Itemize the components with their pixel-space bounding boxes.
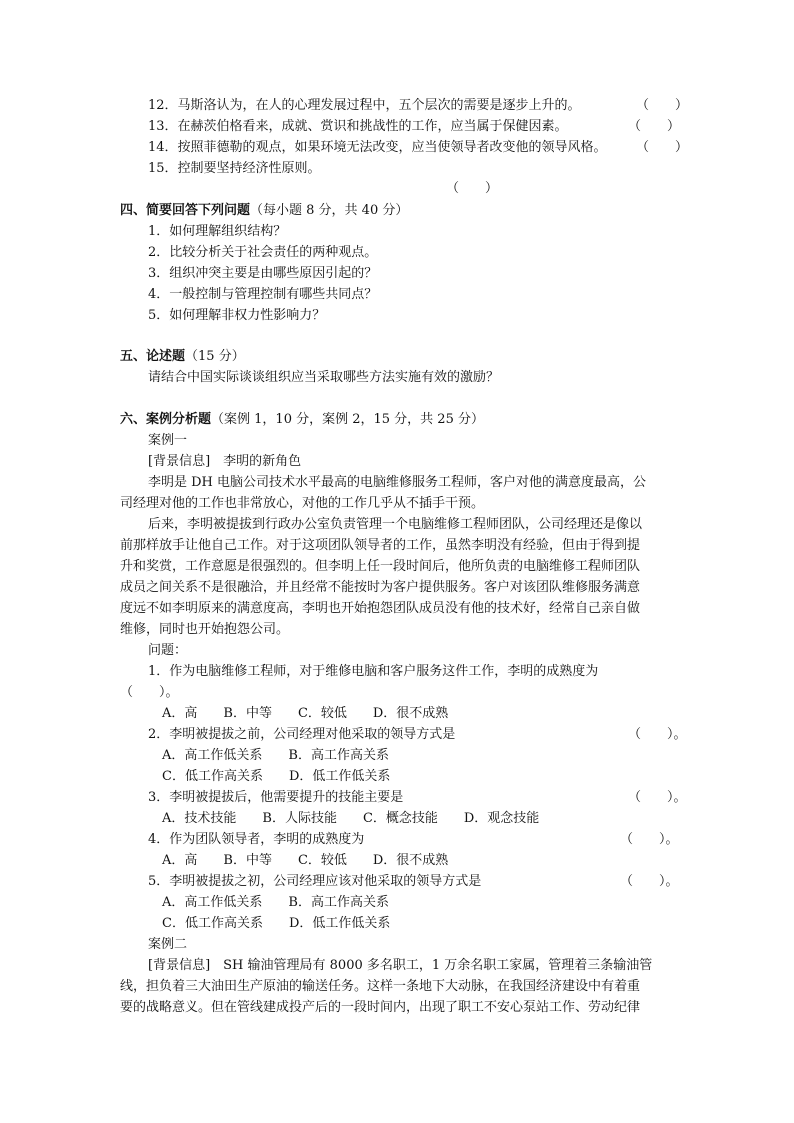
case2-para-line: [背景信息] SH 输油管理局有 8000 多名职工，1 万余名职工家属，管理着三条输油管 — [148, 958, 653, 973]
item-text: 14．按照菲德勒的观点，如果环境无法改变，应当使领导者改变他的领导风格。 — [148, 140, 607, 155]
item-text: 12．马斯洛认为，在人的心理发展过程中，五个层次的需要是逐步上升的。 — [148, 98, 581, 113]
options: C．低工作高关系 D．低工作低关系 — [162, 769, 391, 784]
answer-blank: （ ）。 — [628, 790, 687, 805]
section-note: （每小题 8 分，共 40 分） — [250, 203, 409, 218]
case1-para-line: 司经理对他的工作也非常放心，对他的工作几乎从不插手干预。 — [120, 496, 485, 511]
case1-para-line: 后来，李明被提拔到行政办公室负责管理一个电脑维修工程师团队，公司经理还是像以 — [148, 517, 643, 532]
case1-label: 案例一 — [148, 433, 188, 448]
answer-blank: （ ） — [446, 181, 499, 196]
answer-blank: （ ） — [636, 140, 689, 155]
case1-background: [背景信息] 李明的新角色 — [148, 454, 302, 469]
case2-para-line: 线，担负着三大油田生产原油的输送任务。这样一条地下大动脉，在我国经济建设中有着重 — [120, 979, 641, 994]
answer-blank: （ ） — [636, 98, 689, 113]
case1-para-line: 李明是 DH 电脑公司技术水平最高的电脑维修服务工程师，客户对他的满意度最高，公 — [148, 475, 647, 490]
section-6-heading — [120, 410, 484, 430]
case2-para-line: 要的战略意义。但在管线建成投产后的一段时间内，出现了职工不安心泵站工作、劳动纪律 — [120, 1000, 641, 1015]
question-item: 2．比较分析关于社会责任的两种观点。 — [148, 245, 378, 260]
judgement-item-13 — [148, 117, 568, 137]
section-title: 五、论述题 — [120, 349, 186, 364]
case1-para-line: 维修，同时也开始抱怨公司。 — [120, 622, 290, 637]
case1-para-line: 升和奖赏，工作意愿是很强烈的。但李明上任一段时间后，他所负责的电脑维修工程师团队 — [120, 559, 641, 574]
case1-para-line: 前那样放手让他自己工作。对于这项团队领导者的工作，虽然李明没有经验，但由于得到提 — [120, 538, 641, 553]
section-title: 四、简要回答下列问题 — [120, 203, 251, 218]
options: A．高工作低关系 B．高工作高关系 — [162, 748, 389, 763]
item-text: 13．在赫茨伯格看来，成就、赏识和挑战性的工作，应当属于保健因素。 — [148, 119, 568, 134]
answer-blank: （ ） — [628, 119, 681, 134]
essay-question: 请结合中国实际谈谈组织应当采取哪些方法实施有效的激励？ — [148, 370, 500, 385]
options: A．高 B．中等 C．较低 D．很不成熟 — [162, 853, 449, 868]
answer-blank: （ ）。 — [620, 832, 679, 847]
question-item: 4．一般控制与管理控制有哪些共同点？ — [148, 287, 378, 302]
section-5-heading — [120, 347, 245, 367]
section-title: 六、案例分析题 — [120, 412, 212, 427]
question-item: 1．如何理解组织结构？ — [148, 224, 287, 239]
answer-blank: （ ）。 — [628, 727, 687, 742]
case2-label: 案例二 — [148, 937, 188, 952]
answer-blank: （ ）。 — [620, 874, 679, 889]
case-question-4: 4．作为团队领导者，李明的成熟度为 — [148, 832, 365, 847]
question-item: 5．如何理解非权力性影响力？ — [148, 308, 326, 323]
options: A．技术技能 B．人际技能 C．概念技能 D．观念技能 — [162, 811, 540, 826]
case1-para-line: 度远不如李明原来的满意度高，李明也开始抱怨团队成员没有他的技术好，经常自己亲自做 — [120, 601, 641, 616]
section-note: （案例 1，10 分，案例 2，15 分，共 25 分） — [211, 412, 484, 427]
options: A．高工作低关系 B．高工作高关系 — [162, 895, 389, 910]
judgement-item-15 — [148, 159, 321, 179]
section-note: （15 分） — [185, 349, 245, 364]
case1-para-line: 成员之间关系不是很融洽，并且经常不能按时为客户提供服务。客户对该团队维修服务满意 — [120, 580, 641, 595]
options: A．高 B．中等 C．较低 D．很不成熟 — [162, 706, 449, 721]
question-item: 3．组织冲突主要是由哪些原因引起的？ — [148, 266, 378, 281]
section-4-heading — [120, 201, 408, 221]
item-text: 15．控制要坚持经济性原则。 — [148, 161, 321, 176]
judgement-item-14 — [148, 138, 607, 158]
answer-blank: （ ）。 — [120, 685, 179, 700]
case-question-2: 2．李明被提拔之前，公司经理对他采取的领导方式是 — [148, 727, 456, 742]
judgement-item-12 — [148, 96, 581, 116]
case-question-3: 3．李明被提拔后，他需要提升的技能主要是 — [148, 790, 404, 805]
case-question-1: 1．作为电脑维修工程师，对于维修电脑和客户服务这件工作，李明的成熟度为 — [148, 664, 599, 679]
questions-label: 问题： — [148, 643, 188, 658]
case-question-5: 5．李明被提拔之初，公司经理应该对他采取的领导方式是 — [148, 874, 482, 889]
options: C．低工作高关系 D．低工作低关系 — [162, 916, 391, 931]
